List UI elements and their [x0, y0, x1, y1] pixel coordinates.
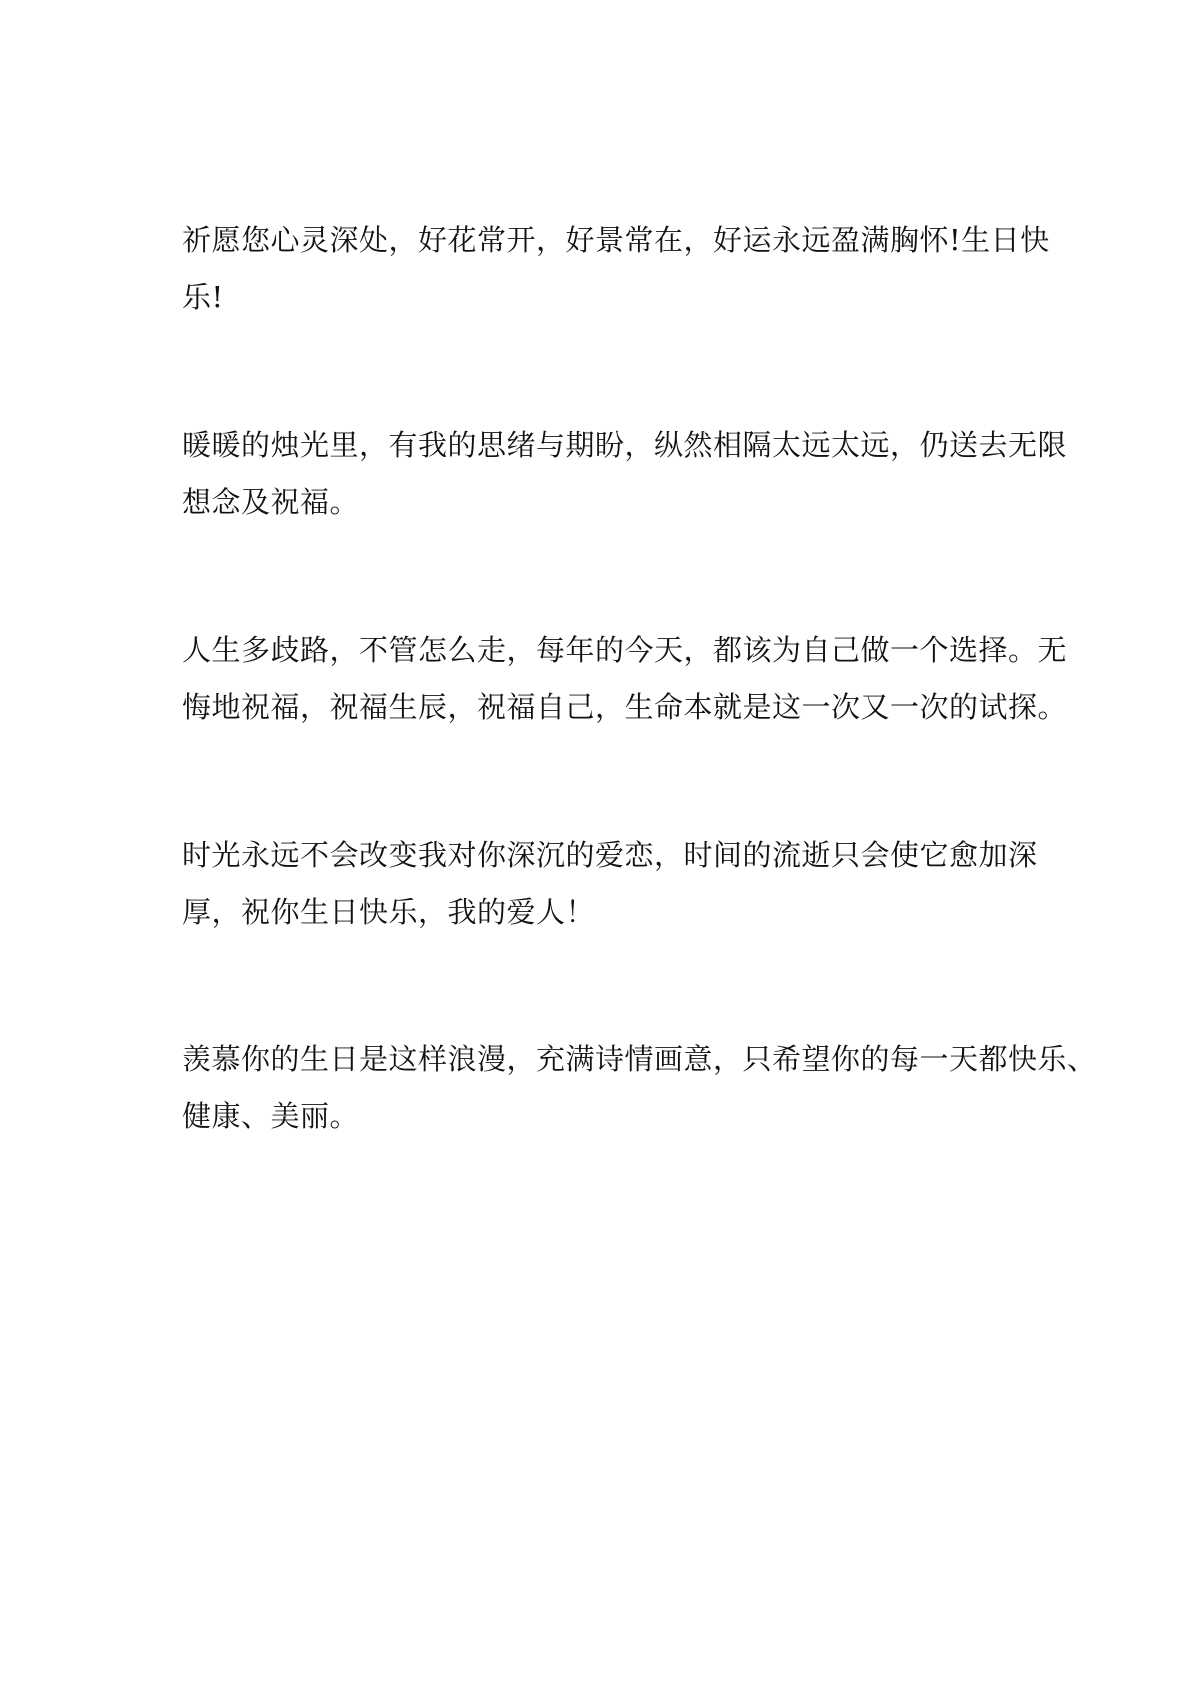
paragraph-2-line-1: 暖暖的烛光里，有我的思绪与期盼，纵然相隔太远太远，仍送去无限 [182, 428, 1068, 462]
paragraph-4-line-1: 时光永远不会改变我对你深沉的爱恋，时间的流逝只会使它愈加深 [182, 838, 1038, 872]
paragraph-5-line-2: 健康、美丽。 [182, 1099, 360, 1133]
paragraph-2-line-2: 想念及祝福。 [182, 485, 360, 519]
paragraph-4 [182, 827, 1042, 941]
paragraph-3-line-2: 悔地祝福，祝福生辰，祝福自己，生命本就是这一次又一次的试探。 [182, 690, 1068, 724]
paragraph-3-line-1: 人生多歧路，不管怎么走，每年的今天，都该为自己做一个选择。无 [182, 633, 1068, 667]
paragraph-3 [182, 622, 1068, 736]
paragraph-2 [182, 417, 1068, 531]
paragraph-1-line-2: 乐! [182, 280, 224, 314]
paragraph-4-line-2: 厚，祝你生日快乐，我的爱人！ [182, 895, 596, 929]
paragraph-5 [182, 1031, 1097, 1145]
paragraph-1-line-1: 祈愿您心灵深处，好花常开，好景常在，好运永远盈满胸怀!生日快 [182, 223, 1050, 257]
paragraph-1 [182, 212, 1050, 326]
paragraph-5-line-1: 羡慕你的生日是这样浪漫，充满诗情画意，只希望你的每一天都快乐、 [182, 1042, 1097, 1076]
